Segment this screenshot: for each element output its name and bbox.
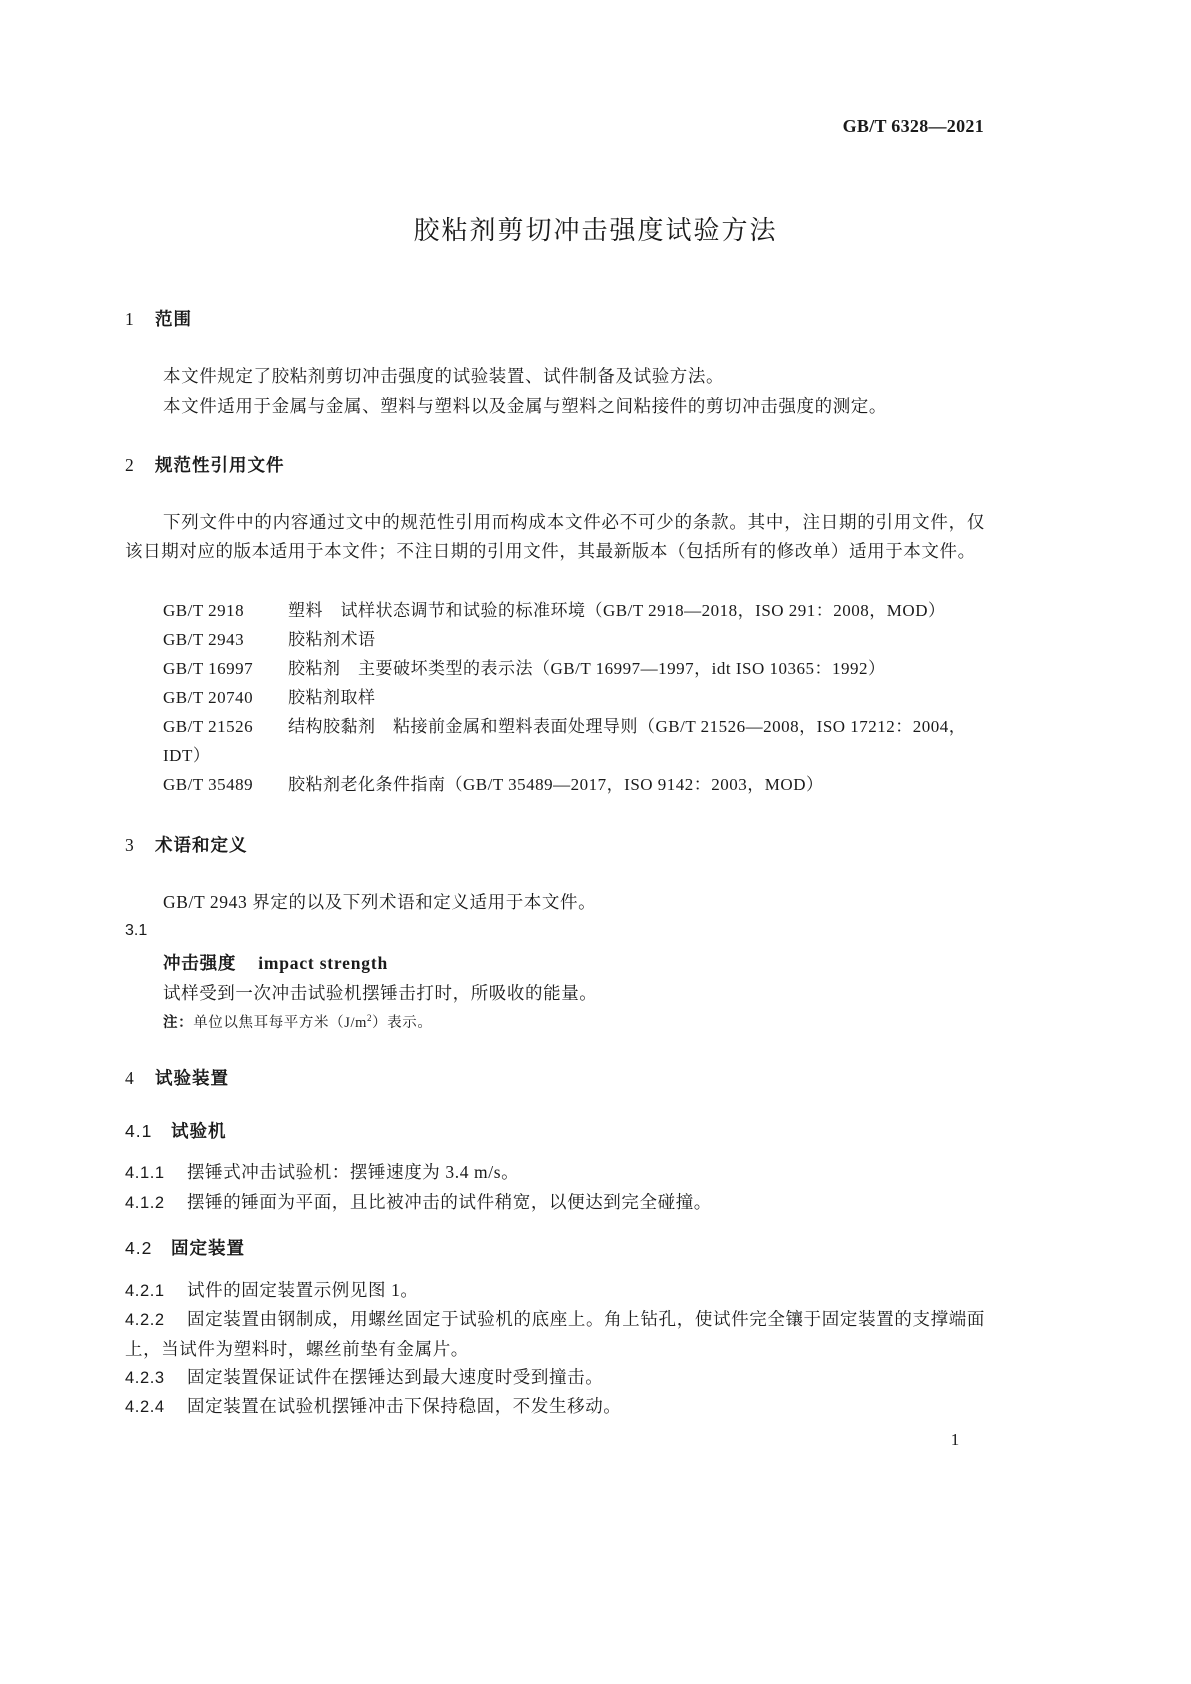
note-superscript: 2	[366, 1013, 373, 1024]
reference-code: GB/T 35489	[163, 775, 254, 794]
note-label: 注：	[163, 1015, 194, 1031]
section-title: 术语和定义	[155, 835, 248, 855]
subsection-4-2-heading	[125, 1235, 245, 1260]
page-number: 1	[950, 1430, 960, 1449]
reference-title: 结构胶黏剂 粘接前金属和塑料表面处理导则（GB/T 21526—2008，ISO 17212：2004，IDT）	[163, 717, 967, 765]
note-tail: ）表示。	[372, 1015, 433, 1031]
section-1-heading	[125, 306, 192, 331]
clause-number: 4.2.2	[125, 1311, 165, 1329]
clause-number: 4.2.4	[125, 1398, 165, 1416]
clause-text: 固定装置在试验机摆锤冲击下保持稳固，不发生移动。	[187, 1396, 622, 1416]
subsection-4-1-heading	[125, 1118, 227, 1143]
reference-code: GB/T 2943	[163, 630, 245, 649]
section-3-heading	[125, 832, 248, 857]
clause-text: 摆锤的锤面为平面，且比被冲击的试件稍宽，以便达到完全碰撞。	[187, 1192, 712, 1212]
clause-text: 试件的固定装置示例见图 1。	[187, 1280, 419, 1300]
references-intro: 下列文件中的内容通过文中的规范性引用而构成本文件必不可少的条款。其中，注日期的引用文件，仅该日期对应的版本适用于本文件；不注日期的引用文件，其最新版本（包括所有的修改单）适用于本文件。	[125, 512, 985, 561]
term-definition: 试样受到一次冲击试验机摆锤击打时，所吸收的能量。	[163, 983, 598, 1003]
reference-entry	[163, 654, 886, 683]
term-number: 3.1	[125, 922, 148, 939]
reference-title: 胶粘剂术语	[288, 630, 376, 649]
section-number: 2	[125, 455, 135, 475]
reference-entry-text	[125, 712, 985, 770]
clause	[125, 1363, 985, 1393]
document-title: 胶粘剂剪切冲击强度试验方法	[413, 216, 778, 245]
term-chinese: 冲击强度	[163, 953, 237, 973]
reference-code: GB/T 20740	[163, 688, 254, 707]
note-text: 单位以焦耳每平方米（J/m	[193, 1015, 367, 1031]
clause-number: 4.2.1	[125, 1282, 165, 1300]
scope-paragraph-1: 本文件规定了胶粘剂剪切冲击强度的试验装置、试件制备及试验方法。	[163, 366, 725, 386]
subsection-number: 4.1	[125, 1121, 153, 1141]
subsection-title: 试验机	[171, 1121, 227, 1141]
section-number: 4	[125, 1068, 135, 1088]
reference-title: 胶粘剂取样	[288, 688, 376, 707]
reference-entry	[163, 596, 945, 625]
terms-intro: GB/T 2943 界定的以及下列术语和定义适用于本文件。	[163, 892, 597, 912]
term-note	[163, 1011, 432, 1032]
section-title: 规范性引用文件	[155, 455, 285, 475]
subsection-title: 固定装置	[171, 1238, 245, 1258]
reference-code: GB/T 16997	[163, 659, 254, 678]
term-entry	[163, 950, 388, 975]
clause-number: 4.1.1	[125, 1164, 165, 1182]
clause-text: 固定装置保证试件在摆锤达到最大速度时受到撞击。	[187, 1367, 604, 1387]
reference-code: GB/T 21526	[163, 717, 254, 736]
scope-paragraph-2: 本文件适用于金属与金属、塑料与塑料以及金属与塑料之间粘接件的剪切冲击强度的测定。	[163, 396, 887, 416]
section-title: 试验装置	[155, 1068, 229, 1088]
clause	[125, 1188, 985, 1218]
section-2-heading	[125, 452, 285, 477]
section-number: 3	[125, 835, 135, 855]
section-number: 1	[125, 309, 135, 329]
reference-code: GB/T 2918	[163, 601, 245, 620]
clause-text: 固定装置由钢制成，用螺丝固定于试验机的底座上。角上钻孔，使试件完全镶于固定装置的支撑端面上，当试件为塑料时，螺丝前垫有金属片。	[125, 1309, 985, 1359]
section-title: 范围	[155, 309, 192, 329]
term-english: impact strength	[258, 953, 388, 973]
reference-title: 胶粘剂 主要破坏类型的表示法（GB/T 16997—1997，idt ISO 10365：1992）	[288, 659, 886, 678]
section-4-heading	[125, 1065, 229, 1090]
reference-title: 塑料 试样状态调节和试验的标准环境（GB/T 2918—2018，ISO 291：2008，MOD）	[288, 601, 946, 620]
clause-number: 4.1.2	[125, 1194, 165, 1212]
clause-text: 摆锤式冲击试验机：摆锤速度为 3.4 m/s。	[187, 1162, 520, 1182]
subsection-number: 4.2	[125, 1238, 153, 1258]
reference-entry	[163, 770, 823, 799]
reference-entry	[163, 625, 376, 654]
standard-code: GB/T 6328—2021	[842, 116, 984, 136]
clause-number: 4.2.3	[125, 1369, 165, 1387]
reference-entry	[163, 683, 376, 712]
clause	[125, 1276, 985, 1306]
clause	[125, 1392, 985, 1422]
reference-entry	[125, 712, 985, 770]
clause	[125, 1158, 985, 1188]
reference-title: 胶粘剂老化条件指南（GB/T 35489—2017，ISO 9142：2003，MOD）	[288, 775, 824, 794]
clause	[125, 1305, 985, 1364]
